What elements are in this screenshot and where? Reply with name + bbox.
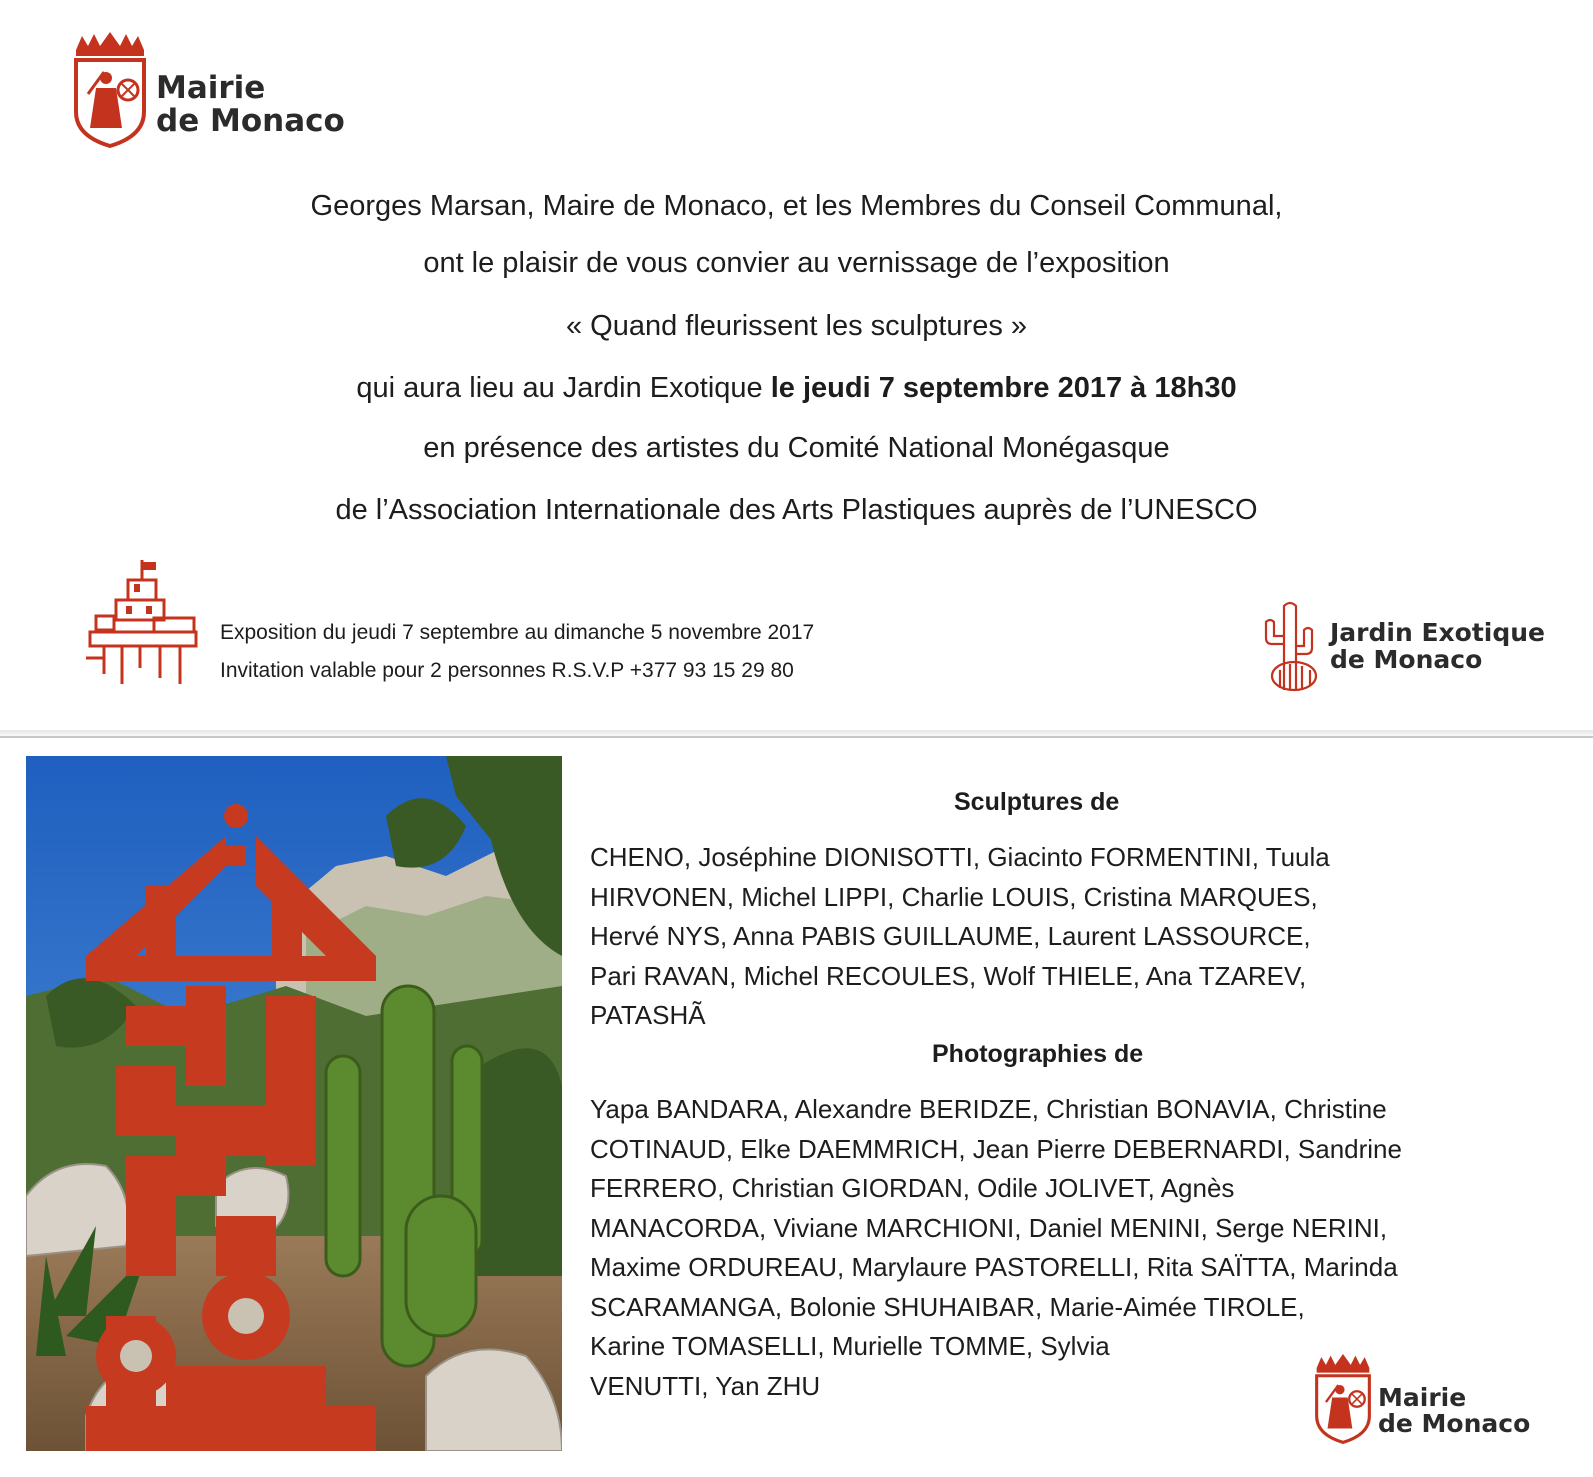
invitation-line-2: ont le plaisir de vous convier au vernissage de l’exposition bbox=[423, 247, 1170, 279]
photographers-line: Maxime ORDUREAU, Marylaure PASTORELLI, Rita SAÏTTA, Marinda bbox=[590, 1252, 1398, 1282]
sculptors-line: HIRVONEN, Michel LIPPI, Charlie LOUIS, Cristina MARQUES, bbox=[590, 881, 1318, 912]
photographers-list bbox=[590, 1090, 1402, 1406]
exhibition-info bbox=[220, 614, 814, 690]
sculptors-list bbox=[590, 838, 1330, 1036]
mairie-logo-line1: Mairie bbox=[1378, 1382, 1467, 1412]
photographers-line: SCARAMANGA, Bolonie SHUHAIBAR, Marie-Aimée TIROLE, bbox=[590, 1291, 1305, 1322]
sculptors-line: CHENO, Joséphine DIONISOTTI, Giacinto FORMENTINI, Tuula bbox=[590, 842, 1330, 872]
photographers-line: Yapa BANDARA, Alexandre BERIDZE, Christian BONAVIA, Christine bbox=[590, 1094, 1387, 1124]
castle-icon bbox=[84, 558, 202, 688]
sculptors-line: PATASHÃ bbox=[590, 1000, 706, 1030]
monaco-crest-icon bbox=[1312, 1354, 1374, 1444]
monaco-crest-icon bbox=[70, 32, 150, 148]
photographers-line: VENUTTI, Yan ZHU bbox=[590, 1370, 821, 1401]
photographers-line: FERRERO, Christian GIORDAN, Odile JOLIVET, Agnès bbox=[590, 1173, 1235, 1203]
mairie-de-monaco-logo-small bbox=[1312, 1354, 1530, 1444]
mairie-logo-line2: de Monaco bbox=[156, 103, 345, 139]
photographers-line: Karine TOMASELLI, Murielle TOMME, Sylvia bbox=[590, 1331, 1110, 1361]
cactus-icon bbox=[1260, 600, 1322, 692]
exhibition-photo bbox=[26, 756, 562, 1451]
invitation-line-6: de l’Association Internationale des Arts Plastiques auprès de l’UNESCO bbox=[335, 494, 1258, 526]
mairie-logo-line1: Mairie bbox=[156, 70, 266, 107]
photographers-line: MANACORDA, Viviane MARCHIONI, Daniel MENINI, Serge NERINI, bbox=[590, 1212, 1388, 1243]
photographies-heading: Photographies de bbox=[932, 1040, 1144, 1068]
event-date-time: le jeudi 7 septembre 2017 à 18h30 bbox=[770, 372, 1237, 404]
invitation-line-4 bbox=[0, 372, 1593, 405]
exhibition-dates: Exposition du jeudi 7 septembre au dimanche 5 novembre 2017 bbox=[220, 621, 815, 644]
invitation-line-1: Georges Marsan, Maire de Monaco, et les Membres du Conseil Communal, bbox=[310, 190, 1283, 222]
invitation-card-front bbox=[0, 0, 1593, 732]
exhibition-title: « Quand fleurissent les sculptures » bbox=[565, 310, 1028, 342]
rsvp-info: Invitation valable pour 2 personnes R.S.V.P +377 93 15 29 80 bbox=[220, 659, 794, 682]
sculptors-line: Hervé NYS, Anna PABIS GUILLAUME, Laurent LASSOURCE, bbox=[590, 921, 1311, 951]
jardin-exotique-logo bbox=[1260, 600, 1545, 692]
mairie-logo-line2: de Monaco bbox=[1378, 1409, 1531, 1438]
sculptors-line: Pari RAVAN, Michel RECOULES, Wolf THIELE, Ana TZAREV, bbox=[590, 960, 1307, 991]
invitation-line-5: en présence des artistes du Comité National Monégasque bbox=[423, 432, 1170, 464]
jardin-logo-line1: Jardin Exotique bbox=[1330, 618, 1546, 647]
sculptures-heading: Sculptures de bbox=[954, 788, 1120, 816]
photographers-line: COTINAUD, Elke DAEMMRICH, Jean Pierre DEBERNARDI, Sandrine bbox=[590, 1133, 1402, 1164]
jardin-logo-line2: de Monaco bbox=[1330, 645, 1483, 674]
mairie-de-monaco-logo bbox=[70, 32, 345, 148]
invitation-line-4-text: qui aura lieu au Jardin Exotique bbox=[356, 372, 771, 404]
